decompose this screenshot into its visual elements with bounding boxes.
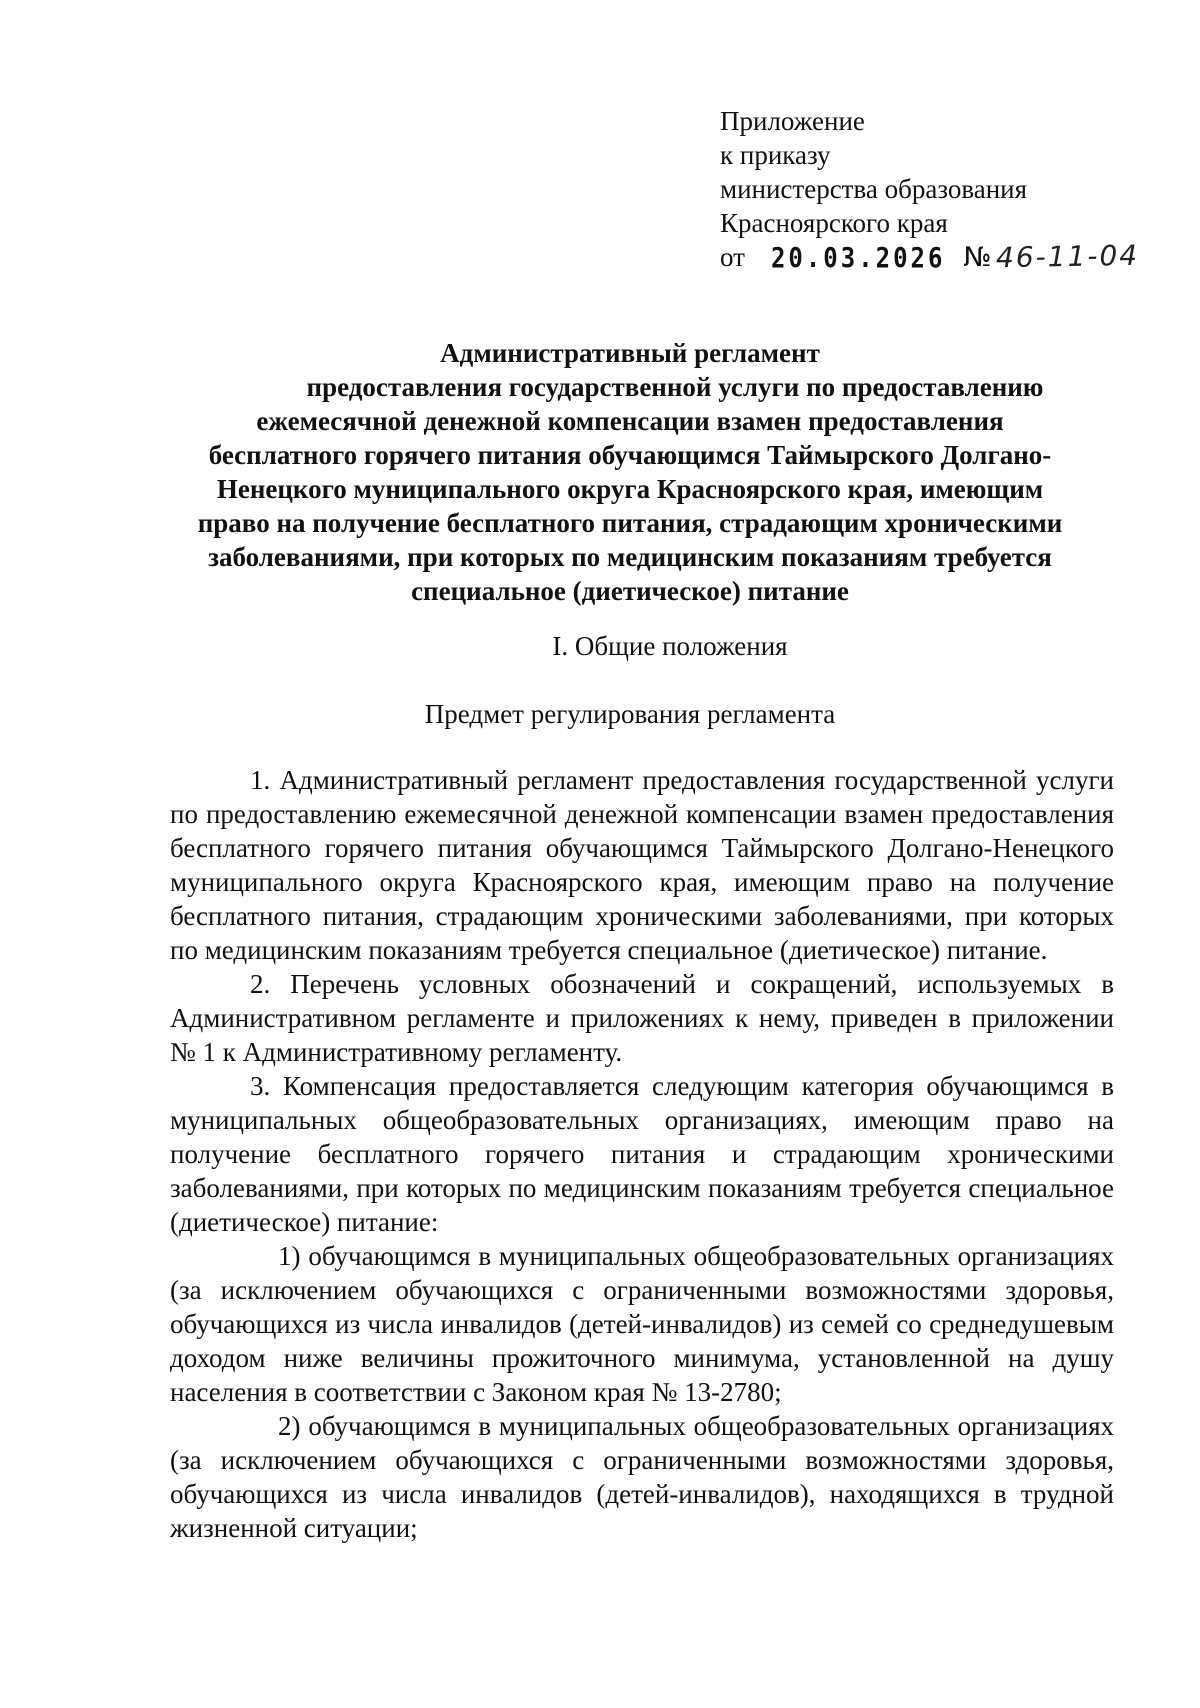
title-line-1: Административный регламент [440,338,820,368]
title-line-3: ежемесячной денежной компенсации взамен предоставления [256,406,1004,436]
order-date-line [720,240,1139,275]
title-line-2: предоставления государственной услуги по предоставлению [306,372,1044,402]
order-number-handwritten: 46-11-04 [995,238,1139,275]
title-line-5: Ненецкого муниципального округа Красноярского края, имеющим [216,474,1044,504]
title-line-4: бесплатного горячего питания обучающимся Таймырского Долгано- [208,440,1052,470]
list-item-2: 2) обучающимся в муниципальных общеобразовательных организациях (за исключением обучающихся с ограниченными возможностями здоровья, обучающихся из числа инвалидов (детей-инвалидов), находящихся в трудной жизненной ситуации; [170,1411,1114,1543]
document-body [170,763,1114,1545]
title-line-7: заболеваниями, при которых по медицинским показаниям требуется [208,542,1052,572]
paragraph-3: 3. Компенсация предоставляется следующим категория обучающимся в муниципальных общеобразовательных организациях, имеющим право на получение бесплатного горячего питания и страдающим хроническими заболеваниями, при которых по медицинским показаниям требуется специальное (диетическое) питание: [170,1071,1114,1237]
order-date-stamp: 20.03.2026 [770,241,946,275]
title-line-6: право на получение бесплатного питания, страдающим хроническими [197,508,1063,538]
appendix-block [720,104,1139,275]
appendix-line-2: к приказу [720,140,831,170]
section-subheading: Предмет регулирования регламента [424,699,836,729]
number-sign: № [963,242,992,273]
paragraph-1: 1. Административный регламент предоставления государственной услуги по предоставлению ежемесячной денежной компенсации взамен предоставления бесплатного горячего питания обучающимся Таймырского Долгано-Ненецкого муниципального округа Красноярского края, имеющим право на получение бесплатного питания, страдающим хроническими заболеваниями, при которых по медицинским показаниям требуется специальное (диетическое) питание. [170,765,1114,965]
appendix-line-4: Красноярского края [720,208,948,238]
title-line-8: специальное (диетическое) питание [411,576,849,606]
section-heading: I. Общие положения [552,631,788,661]
from-label: от [720,242,745,272]
paragraph-2: 2. Перечень условных обозначений и сокращений, используемых в Административном регламенте и приложениях к нему, приведен в приложении № 1 к Административному регламенту. [170,969,1114,1067]
document-title [150,336,1110,608]
appendix-line-3: министерства образования [720,174,1028,204]
appendix-line-1: Приложение [720,106,865,136]
list-item-1: 1) обучающимся в муниципальных общеобразовательных организациях (за исключением обучающихся с ограниченными возможностями здоровья, обучающихся из числа инвалидов (детей-инвалидов) из семей со среднедушевым доходом ниже величины прожиточного минимума, установленной на душу населения в соответствии с Законом края № 13-2780; [170,1241,1114,1407]
